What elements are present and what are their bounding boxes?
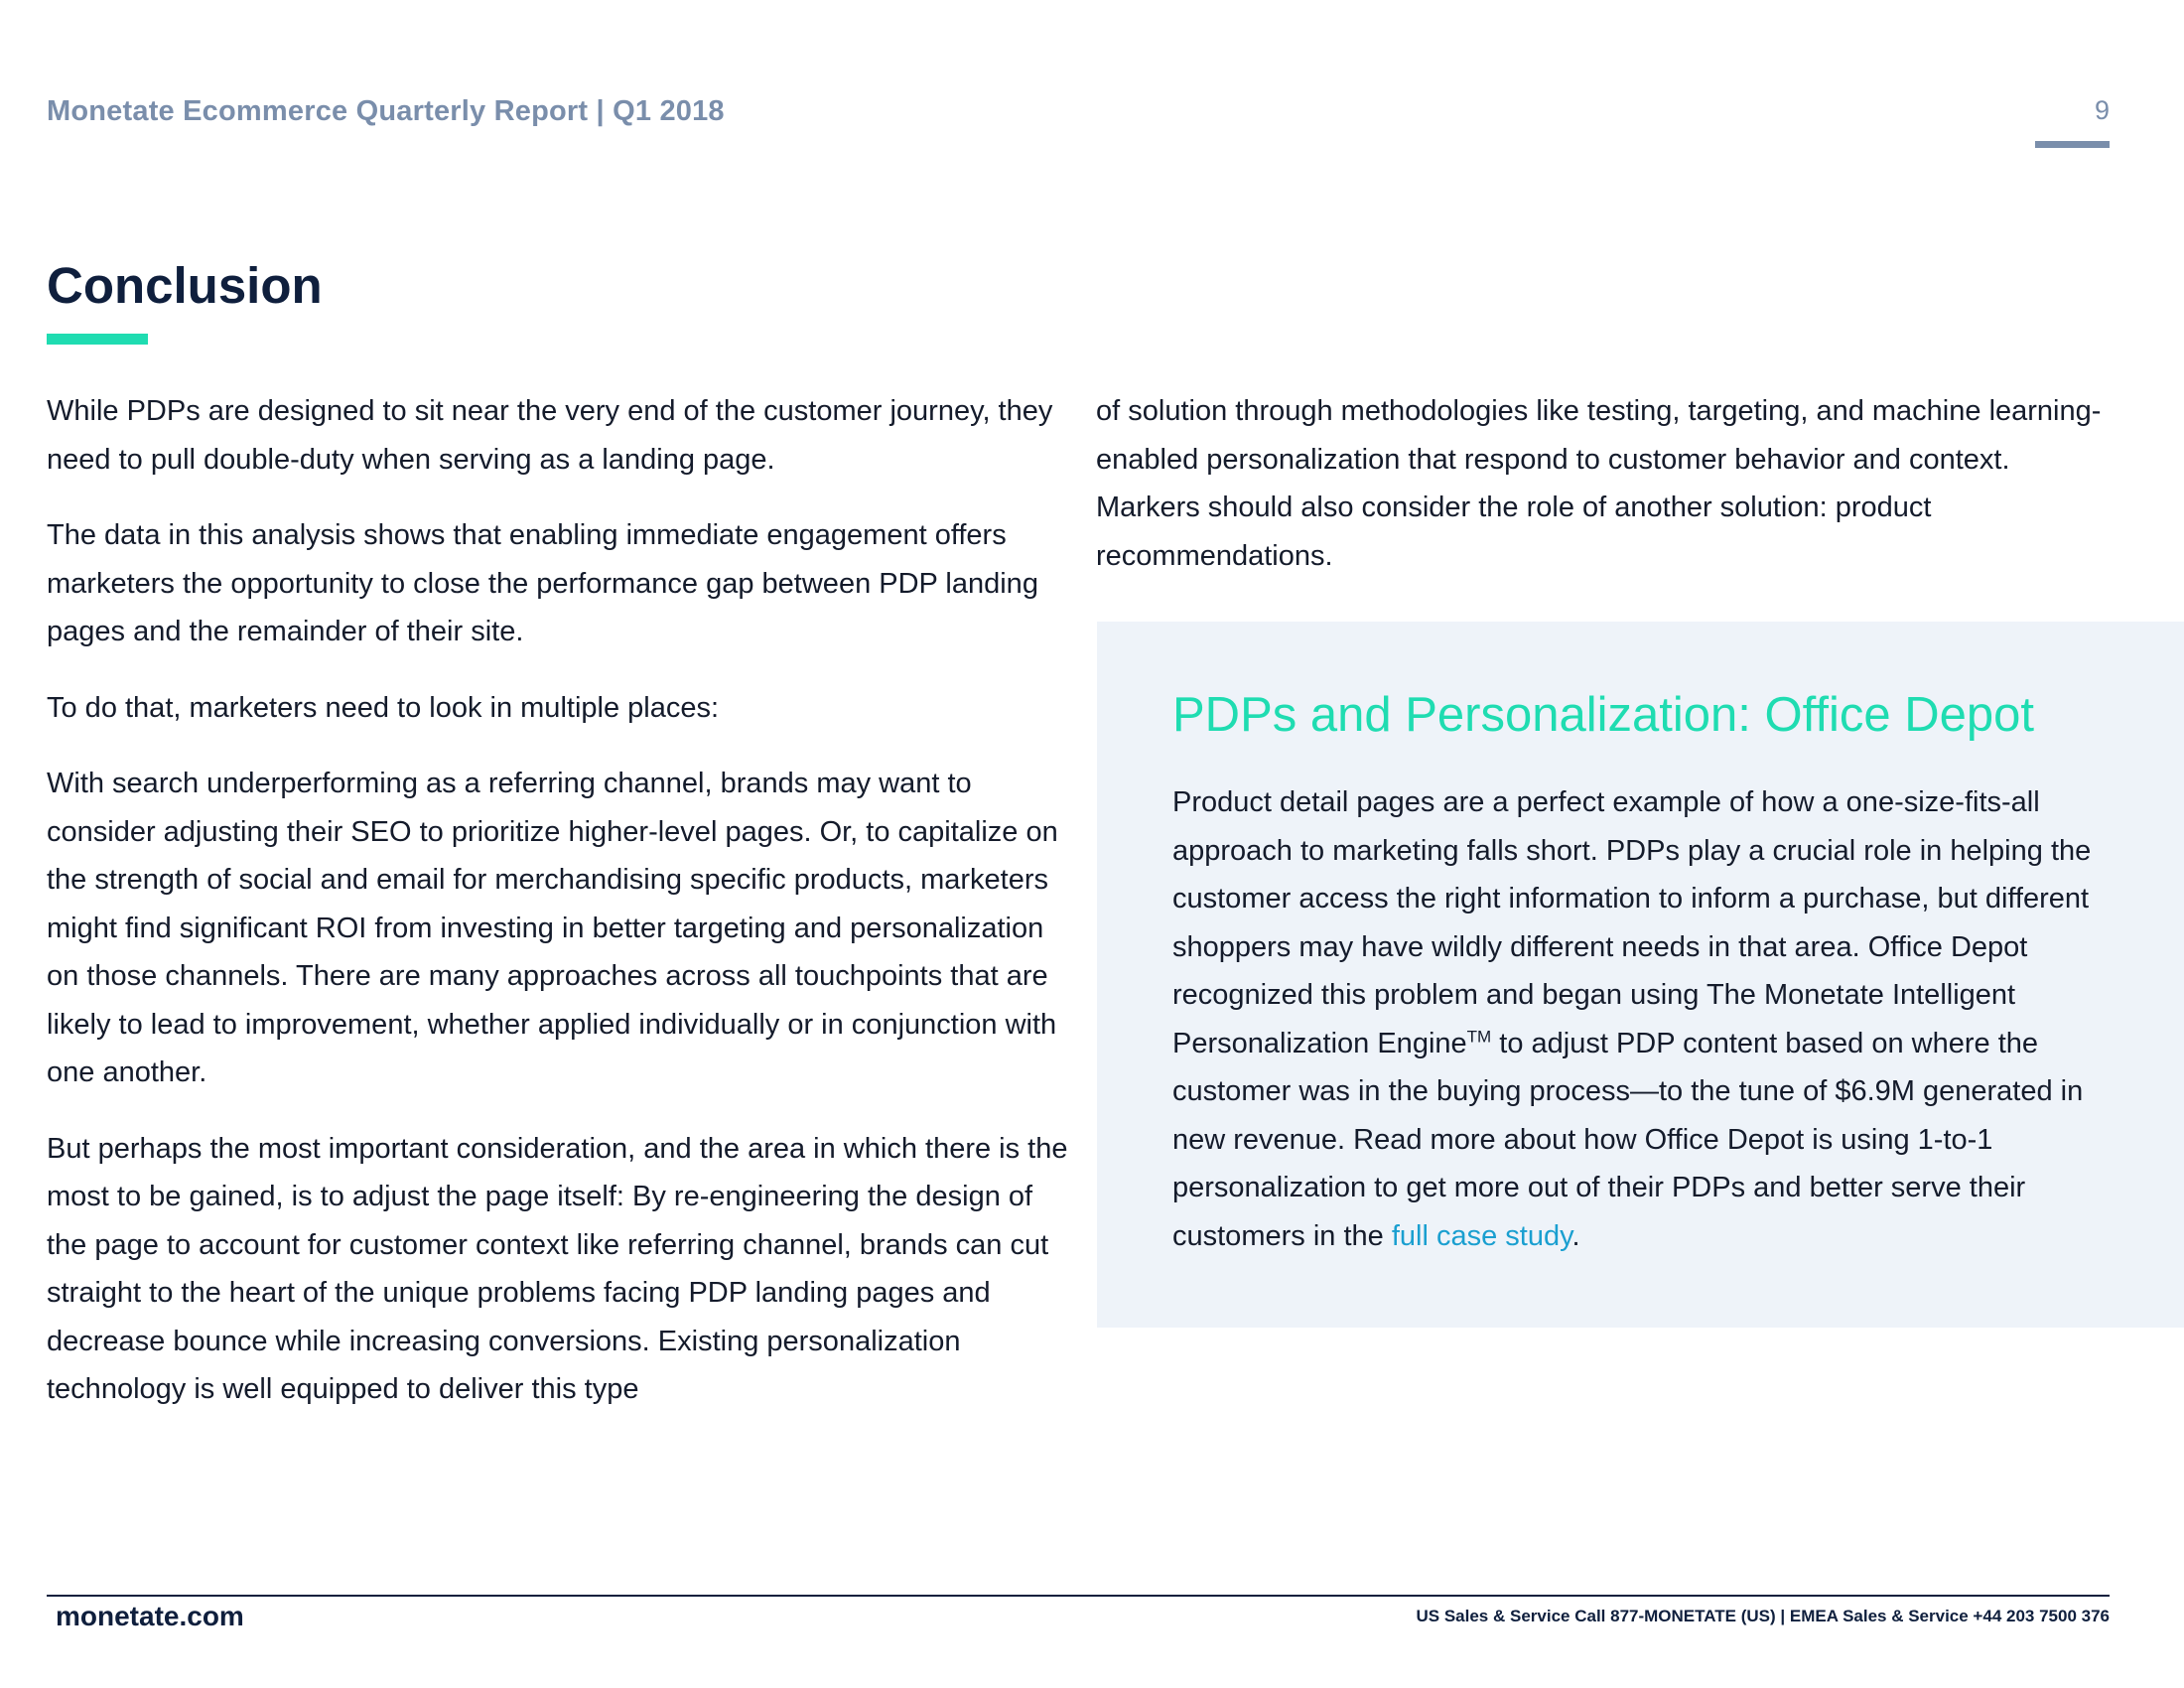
right-column [1096, 387, 2109, 608]
paragraph-adjust-page: But perhaps the most important consideration, and the area in which there is the most to be gained, is to adjust the page itself: By re-engineering the design of the page to account for customer context like referring channel, brands can cut straight to the heart of the unique problems facing PDP landing pages and decrease bounce while increasing conversions. Existing personalization technology is well equipped to deliver this type [47, 1132, 1068, 1405]
page-number: 9 [2094, 95, 2110, 125]
page-number-underline [2035, 141, 2110, 148]
paragraph-search-channel: With search underperforming as a referring channel, brands may want to consider adjusting their SEO to prioritize higher-level pages. Or, to capitalize on the strength of social and email for merchandising specific products, marketers might find significant ROI from investing in better targeting and personalization on those channels. There are many approaches across all touchpoints that are likely to lead to improvement, whether applied individually or in conjunction with one another. [47, 768, 1058, 1088]
left-column [47, 387, 1069, 1442]
callout-body-part1: Product detail pages are a perfect example of how a one-size-fits-all approach to marketing falls short. PDPs play a crucial role in helping the customer access the right information to inform a purchase, but different shoppers may have wildly different needs in that area. Office Depot recognized this problem and began using The Monetate Intelligent Personalization Engine [1172, 786, 2092, 1059]
footer-site-name: monetate.com [56, 1601, 244, 1631]
paragraph-data-analysis: The data in this analysis shows that enabling immediate engagement offers marketers the opportunity to close the performance gap between PDP landing pages and the remainder of their site. [47, 519, 1038, 647]
report-header-title: Monetate Ecommerce Quarterly Report | Q1 2018 [47, 95, 725, 127]
footer-divider [47, 1595, 2110, 1597]
callout-title: PDPs and Personalization: Office Depot [1172, 688, 2034, 742]
paragraph-intro: While PDPs are designed to sit near the very end of the customer journey, they need to pull double-duty when serving as a landing page. [47, 395, 1053, 476]
paragraph-multiple-places: To do that, marketers need to look in multiple places: [47, 691, 720, 724]
section-title: Conclusion [47, 257, 323, 314]
title-accent-bar [47, 334, 148, 345]
callout-body [1172, 778, 2125, 1260]
office-depot-callout [1097, 622, 2184, 1328]
footer-contact-info: US Sales & Service Call 877-MONETATE (US) | EMEA Sales & Service +44 203 7500 376 [1416, 1607, 2110, 1625]
paragraph-continuation: of solution through methodologies like testing, targeting, and machine learning-enabled personalization that respond to customer behavior and context. Markers should also consider the role of another solution: product recommendations. [1096, 395, 2102, 572]
callout-body-part2: to adjust PDP content based on where the customer was in the buying process—to the tune of $6.9M generated in new revenue. Read more about how Office Depot is using 1-to-1 personalization to get more out of their PDPs and better serve their customers in the [1172, 1027, 2084, 1252]
full-case-study-link[interactable]: full case study [1391, 1219, 1572, 1252]
callout-body-end: . [1571, 1219, 1580, 1252]
trademark-mark: TM [1466, 1026, 1492, 1046]
